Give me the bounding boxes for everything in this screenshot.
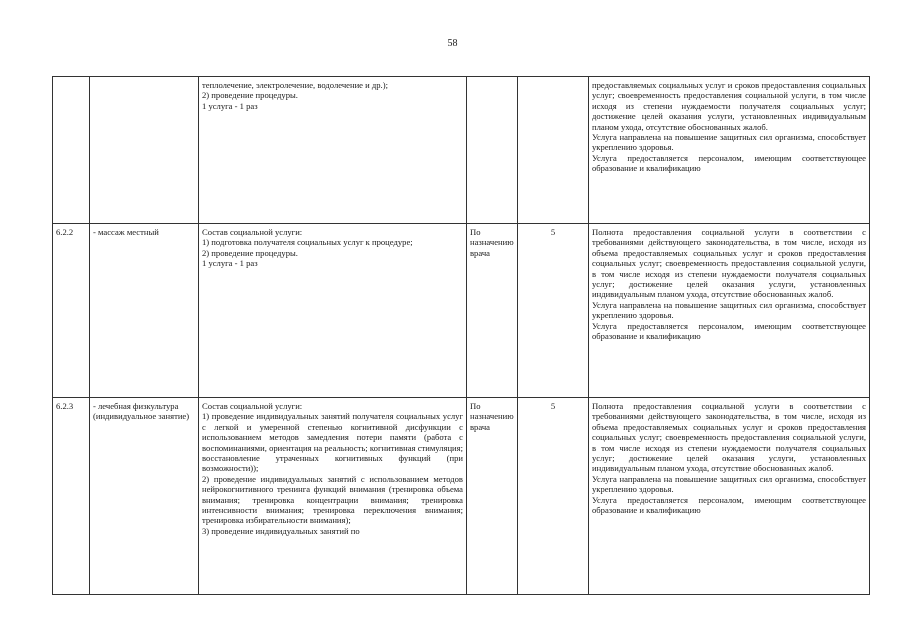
quality-paragraph: Услуга направлена на повышение защитных сил организма, способствует укреплению здоровья. — [592, 299, 866, 321]
table-row — [53, 398, 870, 595]
composition-line: 2) проведение процедуры. — [202, 90, 298, 101]
service-code: 6.2.3 — [53, 398, 90, 595]
service-frequency: По назначению врача — [467, 398, 518, 595]
service-composition — [199, 398, 467, 595]
table-row — [53, 77, 870, 224]
services-table — [52, 76, 870, 595]
service-quality — [589, 398, 870, 595]
quality-paragraph: Полнота предоставления социальной услуги в соответствии с требованиями действующего законодательства, в том числе, исходя из объема предоставляемых социальных услуг и сроков предоставления социальных услуг; своевременность предоставления социальной услуги, в том числе исходя из степени нуждаемости получателя социальных услуг; достижение целей оказания услуги, установленных индивидуальным планом ухода, отсутствие обоснованных жалоб. — [592, 401, 866, 474]
quality-paragraph: Услуга предоставляется персоналом, имеющим соответствующее образование и квалификацию — [592, 320, 866, 342]
quality-paragraph: Услуга предоставляется персоналом, имеющим соответствующее образование и квалификацию — [592, 152, 866, 174]
quality-paragraph: Услуга направлена на повышение защитных сил организма, способствует укреплению здоровья. — [592, 473, 866, 495]
service-frequency: По назначению врача — [467, 224, 518, 398]
service-name — [90, 77, 199, 224]
service-quality — [589, 224, 870, 398]
quality-paragraph: Услуга предоставляется персоналом, имеющим соответствующее образование и квалификацию — [592, 494, 866, 516]
composition-line: 1) проведение индивидуальных занятий получателя социальных услуг с легкой и умеренной степенью когнитивной дисфункции с использованием методов замедления потери памяти (работа с воспоминаниями, ориентация на реальность; когнитивная стимуляция; восстановление утраченных когнитивных функций (при возможности)); — [202, 411, 463, 474]
table-row — [53, 224, 870, 398]
quality-paragraph: Полнота предоставления социальной услуги в соответствии с требованиями действующего законодательства, в том числе, исходя из объема предоставляемых социальных услуг и сроков предоставления социальных услуг; своевременность предоставления социальной услуги, в том числе исходя из степени нуждаемости получателя социальных услуг; достижение целей оказания услуги, установленных индивидуальным планом ухода, отсутствие обоснованных жалоб. — [592, 227, 866, 300]
composition-line: 1 услуга - 1 раз — [202, 100, 258, 111]
service-frequency — [467, 77, 518, 224]
composition-line: Состав социальной услуги: — [202, 401, 303, 411]
page-number: 58 — [447, 38, 458, 49]
quality-paragraph: Услуга направлена на повышение защитных сил организма, способствует укреплению здоровья. — [592, 132, 866, 153]
composition-line: 1 услуга - 1 раз — [202, 258, 258, 269]
service-quality — [589, 77, 870, 224]
service-name: - массаж местный — [90, 224, 199, 398]
service-standard — [518, 77, 589, 224]
service-code — [53, 77, 90, 224]
composition-line: 2) проведение процедуры. — [202, 247, 298, 258]
composition-line: Состав социальной услуги: — [202, 227, 303, 237]
service-name: - лечебная физкультура (индивидуальное занятие) — [90, 398, 199, 595]
service-composition — [199, 77, 467, 224]
service-standard: 5 — [518, 398, 589, 595]
composition-line: 3) проведение индивидуальных занятий по — [202, 525, 360, 536]
service-composition — [199, 224, 467, 398]
composition-line: 1) подготовка получателя социальных услуг к процедуре; — [202, 237, 413, 248]
composition-line: 2) проведение индивидуальных занятий с использованием методов нейрокогнитивного тренинга функций внимания (тренировка объема внимания; тренировка концентрации внимания; тренировка интенсивности внимания; тренировка переключения внимания; тренировка избирательности внимания); — [202, 473, 463, 526]
service-code: 6.2.2 — [53, 224, 90, 398]
quality-paragraph: предоставляемых социальных услуг и сроков предоставления социальных услуг; своевременность предоставления социальной услуги, в том числе исходя из степени нуждаемости получателя социальных услуг; достижение целей оказания услуги, установленных индивидуальным планом ухода, отсутствие обоснованных жалоб. — [592, 80, 866, 132]
service-standard: 5 — [518, 224, 589, 398]
composition-line: теплолечение, электролечение, водолечение и др.); — [202, 80, 388, 90]
